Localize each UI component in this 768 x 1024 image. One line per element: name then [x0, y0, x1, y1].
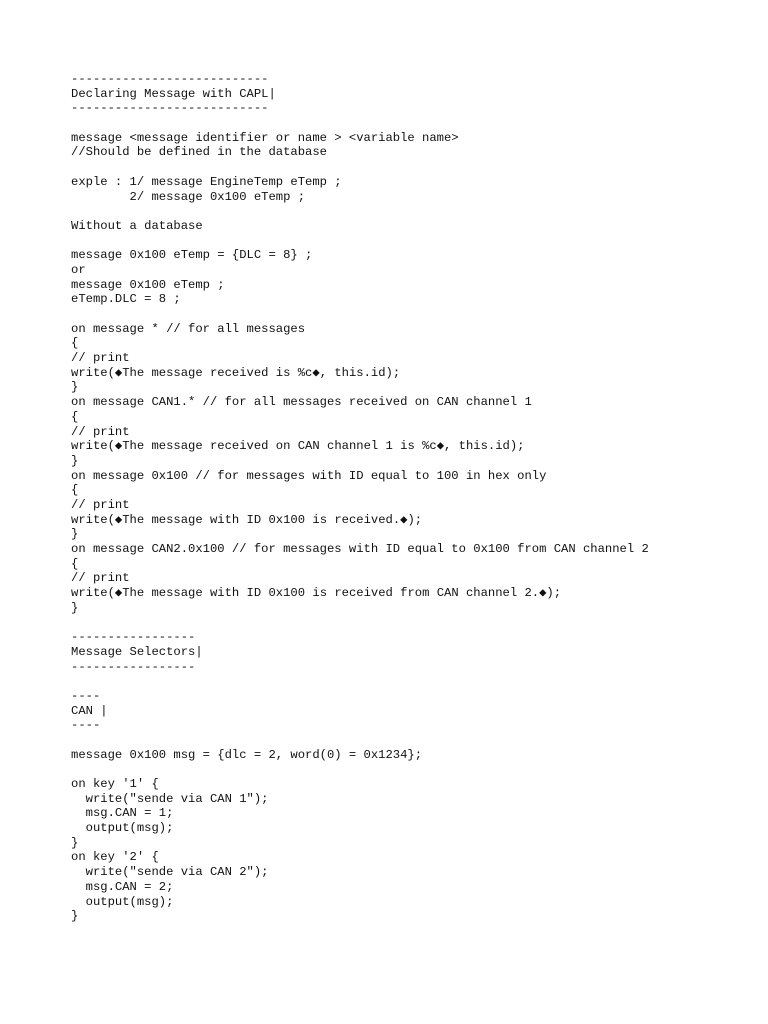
code-line: message 0x100 eTemp ;: [71, 277, 225, 292]
code-line: }: [71, 527, 79, 542]
code-line: }: [71, 600, 79, 615]
code-line: message 0x100 msg = {dlc = 2, word(0) = 0x1234};: [71, 747, 423, 762]
code-line: exple : 1/ message EngineTemp eTemp ;: [71, 174, 342, 189]
code-line: msg.CAN = 1;: [71, 806, 174, 821]
code-comment: // print: [71, 497, 130, 512]
code-line: write(◆The message with ID 0x100 is received.◆);: [71, 512, 423, 527]
code-line: on message * // for all messages: [71, 321, 306, 336]
code-line: on message CAN1.* // for all messages received on CAN channel 1: [71, 395, 532, 410]
blank-line: [71, 733, 751, 748]
code-line: eTemp.DLC = 8 ;: [71, 292, 181, 307]
blank-line: [71, 674, 751, 689]
text-line: Without a database: [71, 218, 203, 233]
subsection-heading: CAN |: [71, 703, 108, 718]
code-comment: // print: [71, 571, 130, 586]
code-line: }: [71, 835, 79, 850]
heading-rule: ---------------------------: [71, 72, 269, 86]
code-line: {: [71, 483, 79, 498]
document-page: [71, 72, 751, 924]
blank-line: [71, 160, 751, 175]
code-comment: // print: [71, 424, 130, 439]
blank-line: [71, 615, 751, 630]
code-line: {: [71, 336, 79, 351]
blank-line: [71, 307, 751, 322]
blank-line: [71, 204, 751, 219]
code-line: on message CAN2.0x100 // for messages with ID equal to 0x100 from CAN channel 2: [71, 542, 649, 556]
code-line: }: [71, 909, 79, 924]
code-line: on key '2' {: [71, 850, 159, 865]
heading-rule: ----: [71, 718, 101, 733]
code-line: write(◆The message with ID 0x100 is received from CAN channel 2.◆);: [71, 586, 562, 601]
code-line: output(msg);: [71, 894, 174, 909]
section-heading: Declaring Message with CAPL|: [71, 86, 276, 101]
code-comment: // print: [71, 351, 130, 366]
blank-line: [71, 116, 751, 131]
code-line: on message 0x100 // for messages with ID equal to 100 in hex only: [71, 468, 547, 483]
code-line: output(msg);: [71, 821, 174, 836]
code-comment: //Should be defined in the database: [71, 145, 327, 160]
code-line: {: [71, 409, 79, 424]
heading-rule: -----------------: [71, 630, 196, 645]
code-line: message 0x100 eTemp = {DLC = 8} ;: [71, 248, 313, 263]
code-line: write(◆The message received on CAN channel 1 is %c◆, this.id);: [71, 439, 525, 454]
code-line: write("sende via CAN 1");: [71, 791, 269, 806]
code-line: on key '1' {: [71, 777, 159, 791]
blank-line: [71, 234, 751, 249]
code-line: write("sende via CAN 2");: [71, 865, 269, 880]
code-line: msg.CAN = 2;: [71, 879, 174, 894]
code-line: }: [71, 453, 79, 468]
code-line: {: [71, 556, 79, 571]
heading-rule: -----------------: [71, 659, 196, 674]
code-line: }: [71, 380, 79, 395]
code-line: message <message identifier or name > <variable name>: [71, 130, 459, 145]
heading-rule: ---------------------------: [71, 101, 269, 116]
blank-line: [71, 762, 751, 777]
code-line: 2/ message 0x100 eTemp ;: [71, 189, 306, 204]
heading-rule: ----: [71, 688, 101, 703]
text-line: or: [71, 262, 86, 277]
section-heading: Message Selectors|: [71, 644, 203, 659]
code-line: write(◆The message received is %c◆, this.id);: [71, 365, 401, 380]
